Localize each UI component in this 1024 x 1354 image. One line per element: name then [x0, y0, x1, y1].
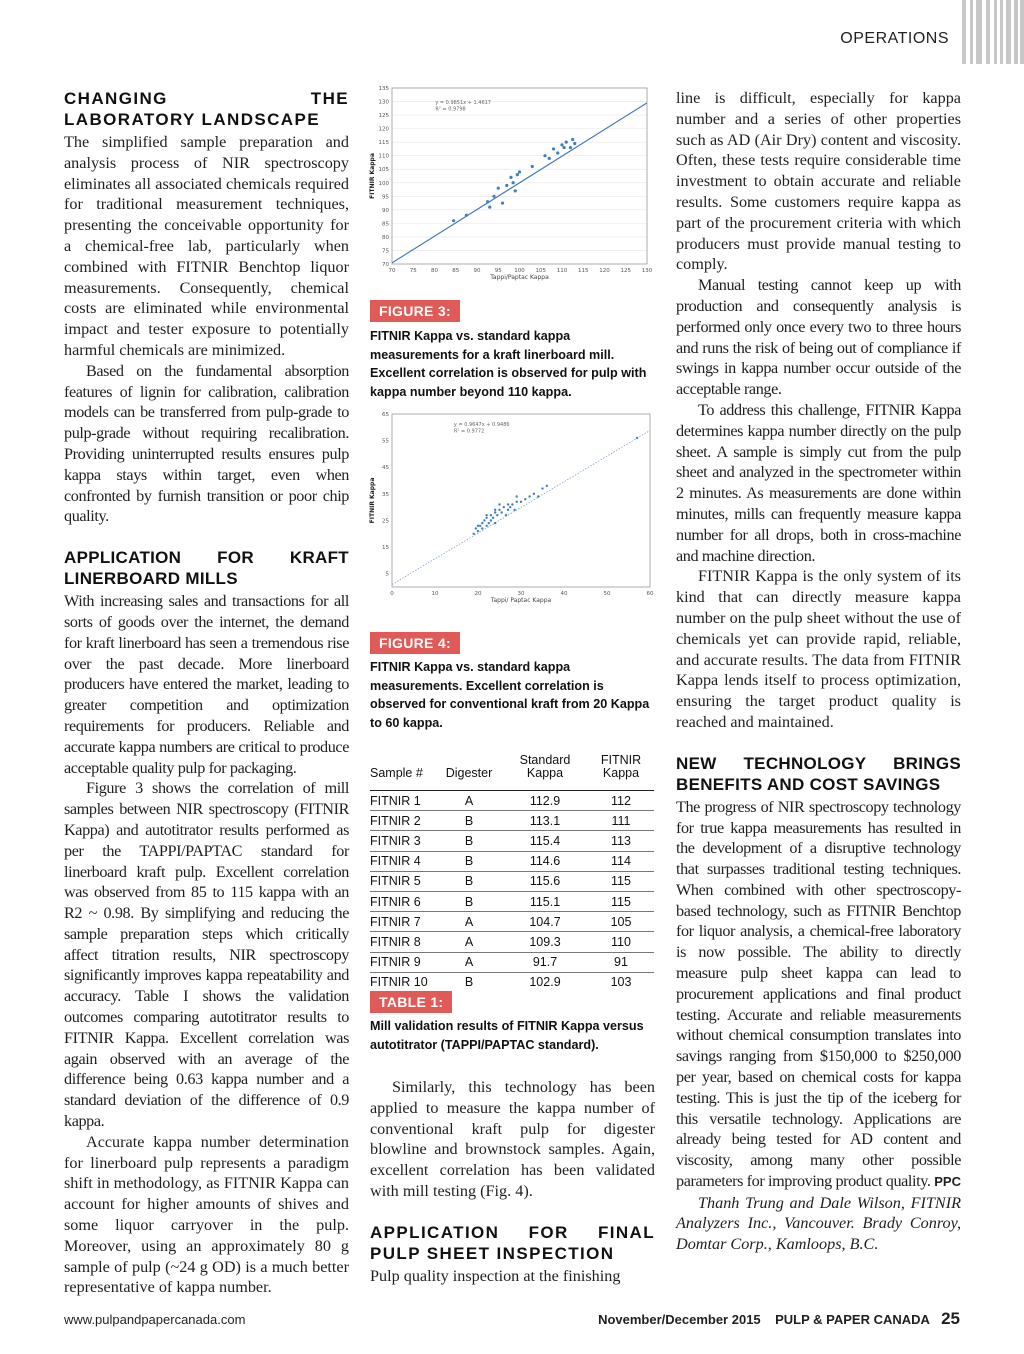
figure-3-tag: FIGURE 3: — [370, 300, 460, 322]
y-tick-label: 15 — [382, 545, 389, 552]
paragraph: The simplified sample preparation and analysis process of NIR spectroscopy eliminates all associated chemicals required for traditional measurement techniques, presenting the conceivable opportunity for a chemical-free lab, particularly when combined with FITNIR Benchtop liquor measurements. Consequently, chemical costs are eliminated while environmental impact and tester exposure to potentially harmful chemicals are minimized. — [64, 133, 349, 359]
table-row — [370, 831, 654, 851]
data-point — [569, 146, 572, 149]
table-header-row — [370, 752, 654, 791]
data-point — [498, 503, 500, 505]
table-cell: 91 — [588, 952, 654, 972]
heading-kraft-linerboard: APPLICATION FOR KRAFT LINERBOARD MILLS — [64, 548, 349, 589]
x-tick-label: 80 — [431, 268, 438, 274]
table-cell: 113 — [588, 831, 654, 851]
x-tick-label: 40 — [560, 591, 568, 597]
plot-frame — [392, 88, 647, 264]
table-row — [370, 912, 654, 932]
data-point — [496, 514, 498, 516]
data-point — [516, 501, 518, 503]
table-cell: 105 — [588, 912, 654, 932]
footer-right — [598, 1309, 960, 1329]
author-credits: Thanh Trung and Dale Wilson, FITNIR Analyzers Inc., Vancouver. Brady Conroy, Domtar Corp., Kamloops, B.C. — [676, 1193, 961, 1254]
table-cell: FITNIR 2 — [370, 811, 436, 831]
x-tick-label: 0 — [390, 591, 394, 597]
data-point — [494, 509, 496, 511]
x-tick-label: 20 — [474, 591, 482, 597]
table-1-caption: Mill validation results of FITNIR Kappa versus autotitrator (TAPPI/PAPTAC standard). — [370, 1019, 644, 1052]
y-tick-label: 100 — [378, 180, 389, 187]
x-tick-label: 75 — [409, 268, 417, 274]
table-cell: 111 — [588, 811, 654, 831]
table-cell: A — [436, 952, 502, 972]
data-point — [537, 495, 539, 497]
data-point — [513, 509, 515, 511]
data-point — [488, 206, 491, 209]
x-tick-label: 60 — [646, 591, 654, 597]
table-cell: 112.9 — [502, 791, 588, 811]
x-tick-label: 130 — [641, 268, 653, 274]
table-cell: A — [436, 932, 502, 952]
data-point — [465, 214, 468, 217]
column-middle-text — [370, 1077, 655, 1287]
table-row — [370, 791, 654, 811]
header-standard — [502, 752, 588, 791]
data-point — [563, 146, 566, 149]
data-point — [483, 519, 485, 521]
table-cell: FITNIR 3 — [370, 831, 436, 851]
table-row — [370, 972, 654, 992]
y-tick-label: 115 — [378, 140, 389, 147]
trend-line — [392, 430, 650, 584]
table-cell: B — [436, 891, 502, 911]
data-point — [514, 189, 517, 192]
paragraph: Pulp quality inspection at the finishing — [370, 1266, 621, 1285]
y-tick-label: 65 — [382, 412, 389, 418]
x-tick-label: 30 — [517, 591, 525, 597]
x-tick-label: 85 — [452, 268, 460, 274]
data-point — [516, 495, 518, 497]
y-tick-label: 85 — [382, 221, 389, 228]
header-standard-text: Standard Kappa — [519, 753, 571, 780]
data-point — [481, 522, 483, 524]
data-point — [571, 138, 574, 141]
y-tick-label: 35 — [382, 491, 389, 498]
figure-3-chart — [362, 82, 652, 292]
paragraph: To address this challenge, FITNIR Kappa determines kappa number directly on the pulp sheet. A sample is simply cut from the pulp sheet and analyzed in the spectrometer within 2 minutes. As measurements are done within minutes, mills can frequently measure kappa number for all drops, both in cross-machine and machine direction. — [676, 400, 961, 565]
table-cell: 103 — [588, 972, 654, 992]
y-tick-label: 75 — [382, 248, 389, 255]
table-cell: A — [436, 912, 502, 932]
data-point — [516, 173, 519, 176]
data-point — [505, 184, 508, 187]
data-point — [497, 187, 500, 190]
data-point — [507, 509, 509, 511]
paragraph: With increasing sales and transactions for all sorts of goods over the internet, the demand for kraft linerboard has seen a tremendous rise over the past decade. More linerboard producers have entered the market, leading to greater competition and optimization requirements for producers. Reliable and accurate kappa numbers are critical to produce acceptable quality pulp for packaging. — [64, 592, 349, 777]
data-point — [560, 143, 563, 146]
paragraph: Manual testing cannot keep up with production and consequently analysis is performed only once every two to three hours and runs the risk of being out of compliance if swings in kappa number occur outside of the acceptable range. — [676, 276, 961, 399]
data-point — [548, 157, 551, 160]
data-point — [518, 170, 521, 173]
table-cell: B — [436, 831, 502, 851]
data-point — [528, 495, 530, 497]
y-tick-label: 120 — [378, 126, 389, 133]
table-cell: FITNIR 6 — [370, 891, 436, 911]
table-cell: FITNIR 10 — [370, 972, 436, 992]
y-tick-label: 70 — [382, 262, 389, 268]
table-cell: 115.6 — [502, 871, 588, 891]
data-point — [565, 141, 568, 144]
table-row — [370, 891, 654, 911]
data-point — [485, 517, 487, 519]
x-tick-label: 50 — [603, 591, 611, 597]
data-point — [492, 195, 495, 198]
data-point — [520, 501, 522, 503]
figure-3-caption: FITNIR Kappa vs. standard kappa measurements for a kraft linerboard mill. Excellent correlation is observed for pulp with kappa number beyond 110 kappa. — [370, 329, 647, 399]
table-cell: FITNIR 1 — [370, 791, 436, 811]
data-point — [533, 493, 535, 495]
data-point — [543, 154, 546, 157]
x-tick-label: 100 — [514, 268, 525, 274]
y-tick-label: 130 — [378, 99, 389, 106]
table-cell: 102.9 — [502, 972, 588, 992]
y-axis-label: FITNIR Kappa — [369, 153, 376, 199]
data-point — [501, 201, 504, 204]
data-point — [475, 527, 477, 529]
data-point — [500, 511, 502, 513]
data-point — [498, 509, 500, 511]
chart-annotation: y = 0.9851x + 1.4617 — [435, 99, 492, 106]
y-tick-label: 125 — [378, 113, 389, 120]
paragraph: Based on the fundamental absorption features of lignin for calibration, calibration models can be transferred from pulp-grade to pulp-grade without requiring recalibration. Providing uninterrupted results ensures pulp kappa stays within target, even when confronted by furnish transition or poor chip quality. — [64, 361, 349, 526]
data-point — [477, 525, 479, 527]
paragraph: Similarly, this technology has been applied to measure the kappa number of conventional kraft pulp for digester blowline and brownstock samples. Again, excellent correlation has been validated with mill testing (Fig. 4). — [370, 1078, 655, 1200]
y-tick-label: 135 — [378, 86, 389, 92]
table-cell: FITNIR 8 — [370, 932, 436, 952]
table-1-tag: TABLE 1: — [370, 991, 452, 1013]
table-cell: B — [436, 972, 502, 992]
y-tick-label: 90 — [382, 207, 389, 214]
data-point — [485, 525, 487, 527]
table-cell: 110 — [588, 932, 654, 952]
table-cell: FITNIR 5 — [370, 871, 436, 891]
table-cell: B — [436, 811, 502, 831]
x-tick-label: 125 — [620, 268, 631, 274]
footer-magazine: PULP & PAPER CANADA — [775, 1312, 930, 1327]
data-point — [541, 487, 543, 489]
data-point — [546, 485, 548, 487]
data-point — [485, 514, 487, 516]
heading-final-pulp: APPLICATION FOR FINAL PULP SHEET INSPECTION — [370, 1222, 655, 1263]
data-point — [512, 181, 515, 184]
table-cell: 115 — [588, 871, 654, 891]
x-tick-label: 70 — [388, 268, 396, 274]
table-cell: 115.1 — [502, 891, 588, 911]
data-point — [503, 506, 505, 508]
y-tick-label: 55 — [382, 438, 389, 445]
y-tick-label: 25 — [382, 518, 389, 525]
data-point — [511, 503, 513, 505]
figure-4-tag: FIGURE 4: — [370, 632, 460, 654]
section-label: OPERATIONS — [840, 30, 949, 47]
table-cell: FITNIR 7 — [370, 912, 436, 932]
data-point — [488, 522, 490, 524]
x-axis-label: Tappi/ Paptac Kappa — [490, 597, 552, 604]
table-cell: 104.7 — [502, 912, 588, 932]
figure-4-chart — [362, 406, 652, 606]
table-row — [370, 811, 654, 831]
heading-new-technology: NEW TECHNOLOGY BRINGS BENEFITS AND COST SAVINGS — [676, 753, 961, 794]
x-tick-label: 115 — [578, 268, 589, 274]
data-point — [552, 147, 555, 150]
footer-issue: November/December 2015 — [598, 1312, 761, 1327]
data-point — [524, 498, 526, 500]
table-cell: B — [436, 871, 502, 891]
x-tick-label: 105 — [535, 268, 546, 274]
table-cell: 109.3 — [502, 932, 588, 952]
paragraph: Accurate kappa number determination for linerboard pulp represents a paradigm shift in methodology, as FITNIR Kappa can account for higher amounts of shives and some liquor carryover in the pulp. Moreover, using an approximately 80 g sample of pulp (~24 g OD) is a much better representative of kappa number. — [64, 1132, 349, 1297]
table-row — [370, 932, 654, 952]
data-point — [494, 522, 496, 524]
column-right — [676, 88, 961, 1255]
y-tick-label: 110 — [378, 153, 389, 160]
table-cell: 114.6 — [502, 851, 588, 871]
paragraph: line is difficult, especially for kappa number and a series of other properties such as AD (Air Dry) content and viscosity. Often, these tests require considerable time investment to obtain accurate and reliable results. Some customers require kappa as part of the procurement criteria with which producers must provide manual testing to comply. — [676, 89, 961, 274]
table-cell: 91.7 — [502, 952, 588, 972]
data-point — [490, 519, 492, 521]
heading-changing-lab: CHANGING THE LABORATORY LANDSCAPE — [64, 89, 349, 129]
paragraph: Figure 3 shows the correlation of mill samples between NIR spectroscopy (FITNIR Kappa) and autotitrator results performed as per the TAPPI/PAPTAC standard for linerboard kraft pulp. Excellent correlation was observed from 85 to 115 kappa with an R2 ~ 0.98. By simplifying and reducing the sample preparation steps which critically affect titration results, NIR spectroscopy significantly improves kappa repeatability and accuracy. Table I shows the validation outcomes comparing autotitrator results to FITNIR Kappa. Excellent correlation was again observed with an average of the difference being 0.63 kappa number and a standard deviation of the difference of 0.9 kappa. — [64, 779, 349, 1131]
data-point — [486, 200, 489, 203]
footer-url: www.pulpandpapercanada.com — [64, 1312, 246, 1327]
data-point — [492, 517, 494, 519]
paragraph: FITNIR Kappa is the only system of its kind that can directly measure kappa number on the pulp sheet without the use of chemicals yet can provide rapid, reliable, and accurate results. The data from FITNIR Kappa lends itself to process optimization, ensuring the target product quality is reached and maintained. — [676, 567, 961, 731]
data-point — [556, 151, 559, 154]
header-fitnir-text: FITNIR Kappa — [600, 753, 642, 780]
figure-4-caption: FITNIR Kappa vs. standard kappa measurements. Excellent correlation is observed for conventional kraft from 20 Kappa to 60 kappa. — [370, 660, 650, 730]
header-fitnir — [588, 752, 654, 791]
x-tick-label: 110 — [556, 268, 568, 274]
data-point — [481, 527, 483, 529]
table-row — [370, 871, 654, 891]
header-digester: Digester — [445, 766, 493, 780]
table-cell: A — [436, 791, 502, 811]
data-point — [479, 525, 481, 527]
table-cell: B — [436, 851, 502, 871]
chart-annotation: R² = 0.9798 — [435, 106, 466, 113]
paragraph: The progress of NIR spectroscopy technology for true kappa measurements has resulted in the development of a disruptive technology that surpasses traditional testing techniques. When combined with other spectroscopy-based technology, such as FITNIR Benchtop for liquor analysis, a chemical-free laboratory is now possible. The ability to directly measure pulp sheet kappa can lead to procurement applications and final product testing. Accurate and reliable measurements without chemical consumption translates into savings ranging from $150,000 to $250,000 per year, based on chemical costs for kappa testing. This is just the tip of the iceberg for this versatile technology. Applications are already being tested for AD content and viscosity, among many other possible parameters for improving product quality. — [676, 797, 961, 1191]
y-axis-label: FITNIR Kappa — [369, 477, 376, 524]
table-row — [370, 851, 654, 871]
data-point — [505, 514, 507, 516]
validation-table — [370, 752, 654, 992]
y-tick-label: 80 — [382, 234, 389, 241]
y-tick-label: 105 — [378, 167, 389, 174]
chart-annotation: R² = 0.9772 — [453, 428, 485, 435]
data-point — [452, 219, 455, 222]
x-tick-label: 90 — [473, 268, 481, 274]
data-point — [636, 437, 638, 439]
header-sample: Sample # — [370, 766, 423, 780]
decorative-bars — [956, 0, 1024, 64]
table-cell: FITNIR 4 — [370, 851, 436, 871]
data-point — [494, 511, 496, 513]
table-cell: FITNIR 9 — [370, 952, 436, 972]
x-tick-label: 10 — [431, 591, 439, 597]
x-tick-label: 120 — [599, 268, 610, 274]
data-point — [473, 533, 475, 535]
table-cell: 113.1 — [502, 811, 588, 831]
table-cell: 115.4 — [502, 831, 588, 851]
chart-annotation: y = 0.9647x + 0.9486 — [453, 422, 510, 429]
x-tick-label: 95 — [494, 268, 502, 274]
table-cell: 115 — [588, 891, 654, 911]
data-point — [490, 514, 492, 516]
y-tick-label: 5 — [385, 571, 389, 578]
data-point — [509, 176, 512, 179]
column-left — [64, 88, 349, 1298]
data-point — [477, 530, 479, 532]
table-cell: 114 — [588, 851, 654, 871]
page-number: 25 — [941, 1309, 960, 1328]
y-tick-label: 95 — [382, 194, 389, 201]
data-point — [507, 503, 509, 505]
table-cell: 112 — [588, 791, 654, 811]
data-point — [509, 506, 511, 508]
table-row — [370, 952, 654, 972]
y-tick-label: 45 — [382, 465, 389, 472]
data-point — [573, 142, 576, 145]
end-sign: PPC — [934, 1173, 961, 1189]
data-point — [531, 165, 534, 168]
x-axis-label: Tappi/Paptac Kappa — [490, 274, 549, 281]
